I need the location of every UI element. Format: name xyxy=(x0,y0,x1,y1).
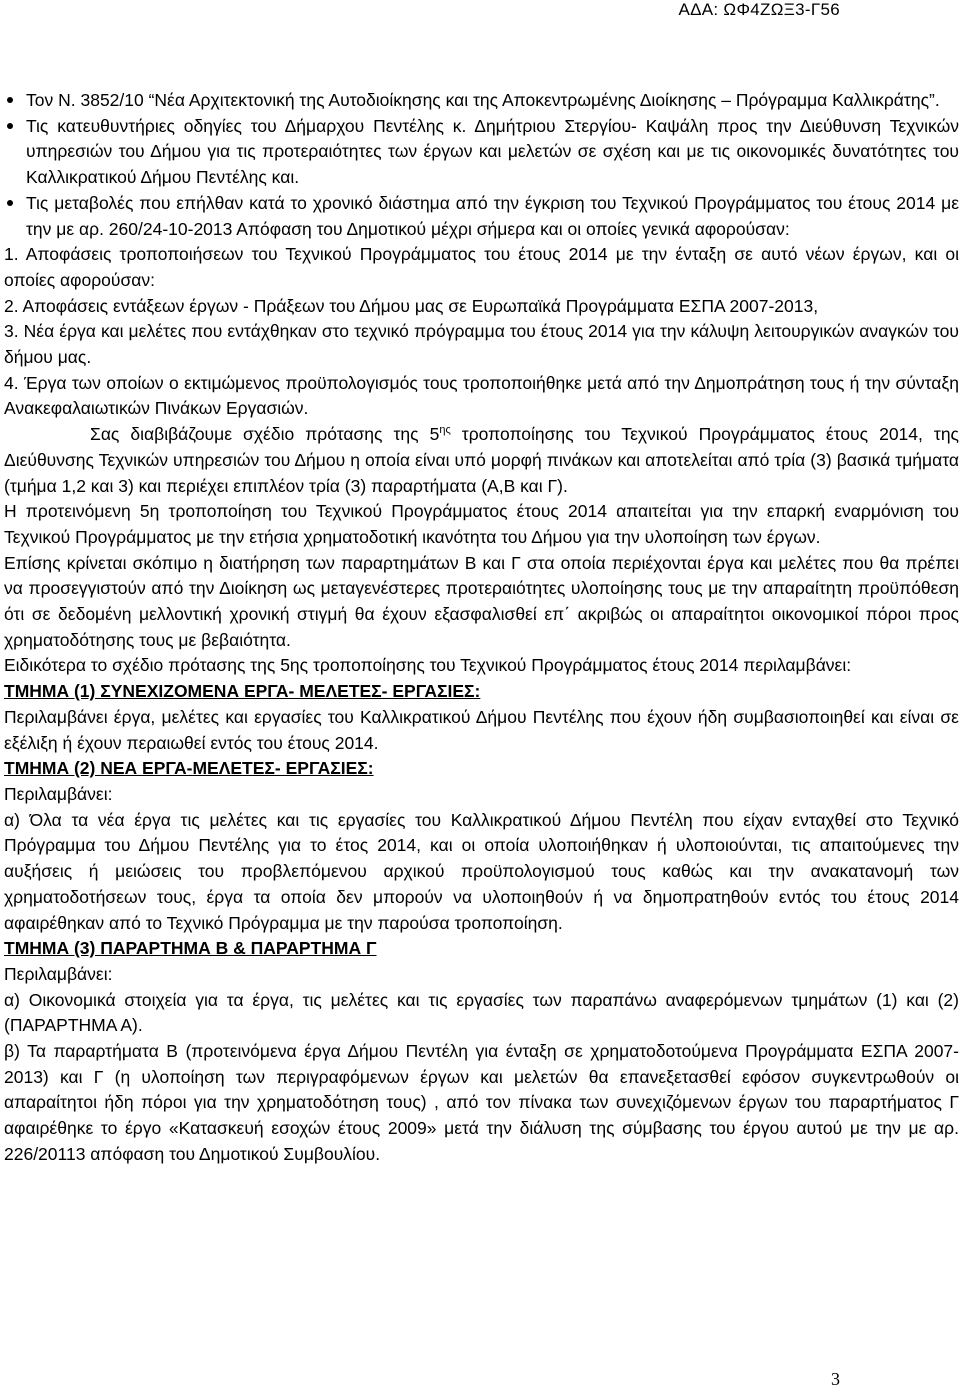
section-3-text: β) Τα παραρτήματα Β (προτεινόμενα έργα Δήμου Πεντέλη για ένταξη σε χρηματοδοτούμενα Προγράμματα ΕΣΠΑ 2007-2013) και Γ (η υλοποίηση των περιγραφόμενων έργων και μελετών θα επανεξετασθεί εφόσον συγκεντρωθούν οι απαραίτητοι ήδη πόροι για την χρηματοδότηση τους) , από τον πίνακα των συνεχιζόμενων έργων του παραρτήματος Γ αφαιρέθηκε το έργο «Κατασκευή εσοχών έτους 2009» μετά την διάλυση της σύμβασης του έργου αυτού με την με αρ. 226/20113 απόφαση του Δημοτικού Συμβουλίου. xyxy=(4,1041,959,1164)
page-number: 3 xyxy=(831,1369,840,1389)
section-2-text: Περιλαμβάνει: xyxy=(4,783,113,804)
section-3-text: α) Οικονομικά στοιχεία για τα έργα, τις μελέτες και τις εργασίες των παραπάνω αναφερόμενων τμημάτων (1) και (2) (ΠΑΡΑΡΤΗΜΑ Α). xyxy=(4,989,959,1036)
intro-paragraph: Σας διαβιβάζουμε σχέδιο πρότασης της $5^{\eta\varsigma}$ τροποποίησης του Τεχνικού Προγράμματος έτους 2014, της Διεύθυνσης Τεχνικών υπηρεσιών του Δήμου η οποία είναι υπό μορφή πινάκων και αποτελείται από τρία (3) βασικά τμήματα (τμήμα 1,2 και 3) και περιέχει επιπλέον τρία (3) παραρτήματα (Α,Β και Γ). xyxy=(4,424,959,496)
section-2-text: α) Όλα τα νέα έργα τις μελέτες και τις εργασίες του Καλλικρατικού Δήμου Πεντέλη που είχαν ενταχθεί στο Τεχνικό Πρόγραμμα του Δήμου Πεντέλης για το έτος 2014, και οι οποία υλοποιήθηκαν ή υλοποιούνται, τις απαιτούμενες την αυξήσεις ή μειώσεις του προβλεπόμενου αρχικού προϋπολογισμού τους καθώς και την ανακατανομή των χρηματοδοτήσεων τους, έργα τα οποία δεν μπορούν να υλοποιηθούν ή να δημοπρατηθούν εντός του έτους 2014 αφαιρέθηκαν από το Τεχνικό Πρόγραμμα με την παρούσα τροποποίηση. xyxy=(4,809,959,933)
section-3-text: Περιλαμβάνει: xyxy=(4,963,113,984)
ada-code: ΑΔΑ: ΩΦ4ΖΩΞ3-Γ56 xyxy=(678,0,840,19)
section-3-heading: ΤΜΗΜΑ (3) ΠΑΡΑΡΤΗΜΑ Β & ΠΑΡΑΡΤΗΜΑ Γ xyxy=(4,938,377,959)
paragraph: Ειδικότερα το σχέδιο πρότασης της 5ης τροποποίησης του Τεχνικού Προγράμματος έτους 2014 περιλαμβάνει: xyxy=(4,655,852,676)
bullet-item: Τον Ν. 3852/10 “Νέα Αρχιτεκτονική της Αυτοδιοίκησης και της Αποκεντρωμένης Διοίκησης – Πρόγραμμα Καλλικράτης”. xyxy=(4,88,959,114)
section-2-heading: ΤΜΗΜΑ (2) ΝΕΑ ΕΡΓΑ-ΜΕΛΕΤΕΣ- ΕΡΓΑΣΙΕΣ: xyxy=(4,758,374,779)
paragraph: Η προτεινόμενη 5η τροποποίηση του Τεχνικού Προγράμματος έτους 2014 απαιτείται για την επαρκή εναρμόνιση του Τεχνικού Προγράμματος με την ετήσια χρηματοδοτική ικανότητα του Δήμου για την υλοποίηση των έργων. xyxy=(4,501,959,547)
bullet-icon xyxy=(7,123,13,129)
section-1-heading: ΤΜΗΜΑ (1) ΣΥΝΕΧΙΖΟΜΕΝΑ ΕΡΓΑ- ΜΕΛΕΤΕΣ- ΕΡΓΑΣΙΕΣ: xyxy=(4,681,481,702)
section-1-text: Περιλαμβάνει έργα, μελέτες και εργασίες του Καλλικρατικού Δήμου Πεντέλης που έχουν ήδη συμβασιοποιηθεί και είναι σε εξέλιξη ή έχουν περαιωθεί εντός του έτους 2014. xyxy=(4,706,959,753)
numbered-item: 2. Αποφάσεις εντάξεων έργων - Πράξεων του Δήμου μας σε Ευρωπαϊκά Προγράμματα ΕΣΠΑ 2007-2013, xyxy=(4,295,819,316)
bullet-icon xyxy=(7,97,13,103)
bullet-item: Τις κατευθυντήριες οδηγίες του Δήμαρχου Πεντέλης κ. Δημήτριου Στεργίου- Καψάλη προς την Διεύθυνση Τεχνικών υπηρεσιών του Δήμου για τις προτεραιότητες των έργων και μελετών σε σχέση και με τις οικονομικές δυνατότητες του Καλλικρατικού Δήμου Πεντέλης και. xyxy=(4,114,959,191)
document-body xyxy=(4,88,959,1168)
paragraph: Επίσης κρίνεται σκόπιμο η διατήρηση των παραρτημάτων Β και Γ στα οποία περιέχονται έργα και μελέτες που θα πρέπει να προσεγγιστούν από την Διοίκηση ως μεταγενέστερες προτεραιότητες υλοποίησης τους με την απαραίτητη προϋπόθεση ότι σε δεδομένη μελλοντική χρονική στιγμή θα έχουν εξασφαλισθεί επ΄ ακριβώς οι απαραίτητοι οικονομικοί πόροι προς χρηματοδότησης τους με βεβαιότητα. xyxy=(4,552,959,650)
bullet-item: Τις μεταβολές που επήλθαν κατά το χρονικό διάστημα από την έγκριση του Τεχνικού Προγράμματος του έτους 2014 με την με αρ. 260/24-10-2013 Απόφαση του Δημοτικού μέχρι σήμερα και οι οποίες γενικά αφορούσαν: xyxy=(4,191,959,242)
numbered-item: 3. Νέα έργα και μελέτες που εντάχθηκαν στο τεχνικό πρόγραμμα του έτους 2014 για την κάλυψη λειτουργικών αναγκών του δήμου μας. xyxy=(4,321,959,368)
numbered-item: 4. Έργα των οποίων ο εκτιμώμενος προϋπολογισμός τους τροποποιήθηκε μετά από την Δημοπράτηση τους ή την σύνταξη Ανακεφαλαιωτικών Πινάκων Εργασιών. xyxy=(4,372,959,419)
numbered-item: 1. Αποφάσεις τροποποιήσεων του Τεχνικού Προγράμματος του έτους 2014 με την ένταξη σε αυτό νέων έργων, και οι οποίες αφορούσαν: xyxy=(4,244,959,290)
bullet-icon xyxy=(7,200,13,206)
